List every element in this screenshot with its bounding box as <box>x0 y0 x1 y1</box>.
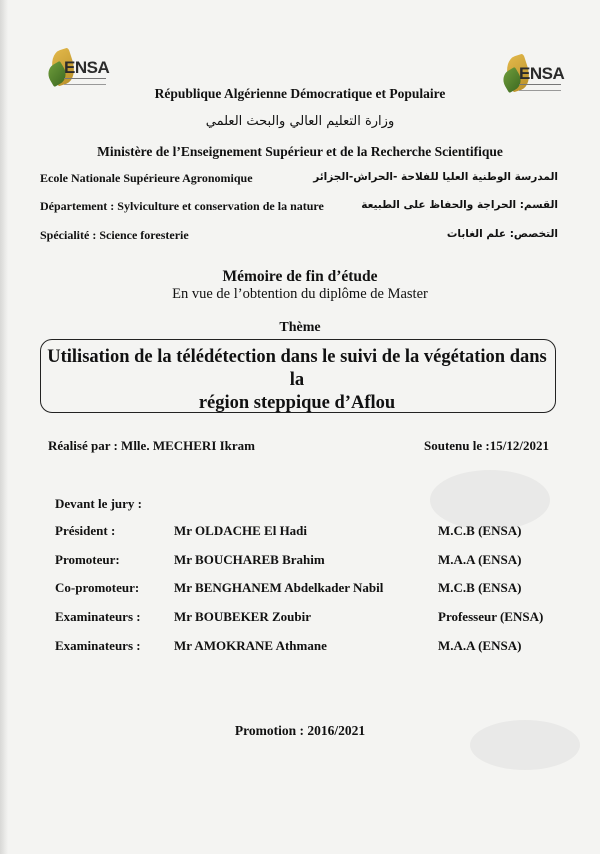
jury-row <box>0 580 600 600</box>
ministry-heading: Ministère de l’Enseignement Supérieur et de la Recherche Scientifique <box>97 144 503 159</box>
jury-grade: Professeur (ENSA) <box>438 609 544 624</box>
jury-role: Président : <box>55 523 116 538</box>
theme-label: Thème <box>279 320 321 335</box>
defense-date: Soutenu le :15/12/2021 <box>424 438 549 453</box>
specialty-fr: Spécialité : Science foresterie <box>40 228 189 242</box>
jury-row <box>0 609 600 629</box>
jury-name: Mr OLDACHE El Hadi <box>174 523 308 538</box>
school-fr: Ecole Nationale Supérieure Agronomique <box>40 171 253 185</box>
logo-text: ENSA <box>519 64 565 83</box>
ministry-arabic: وزارة التعليم العالي والبحث العلمي <box>205 114 395 129</box>
theme-title-line1: Utilisation de la télédétection dans le suivi de la végétation dans la <box>47 347 547 390</box>
jury-name: Mr BOUCHAREB Brahim <box>174 552 325 567</box>
department-ar: القسم: الحراجة والحفاظ على الطبيعة <box>361 199 558 211</box>
theme-title-line2: région steppique d’Aflou <box>198 393 396 413</box>
jury-row <box>0 523 600 543</box>
jury-grade: M.A.A (ENSA) <box>438 638 522 653</box>
jury-name: Mr BOUBEKER Zoubir <box>174 609 312 624</box>
jury-grade: M.C.B (ENSA) <box>438 580 522 595</box>
jury-role: Co-promoteur: <box>55 580 140 595</box>
school-ar: المدرسة الوطنية العليا للفلاحة -الحراش-الجزائر <box>313 171 558 183</box>
jury-grade: M.C.B (ENSA) <box>438 523 522 538</box>
specialty-ar: التخصص: علم الغابات <box>446 228 558 240</box>
theme-title <box>40 346 554 415</box>
scan-smudge <box>430 470 550 530</box>
jury-row <box>0 552 600 572</box>
author-line: Réalisé par : Mlle. MECHERI Ikram <box>48 438 256 453</box>
promotion: Promotion : 2016/2021 <box>234 723 366 738</box>
department-fr: Département : Sylviculture et conservation de la nature <box>40 199 324 213</box>
jury-name: Mr AMOKRANE Athmane <box>174 638 327 653</box>
jury-row <box>0 638 600 658</box>
jury-role: Promoteur: <box>55 552 120 567</box>
jury-role: Examinateurs : <box>55 609 141 624</box>
logo-underline <box>64 78 106 85</box>
memoire-title: Mémoire de fin d’étude <box>222 268 378 285</box>
jury-grade: M.A.A (ENSA) <box>438 552 522 567</box>
jury-name: Mr BENGHANEM Abdelkader Nabil <box>174 580 384 595</box>
jury-label: Devant le jury : <box>55 496 143 511</box>
logo-text: ENSA <box>64 58 110 77</box>
republic-heading: République Algérienne Démocratique et Populaire <box>154 86 446 101</box>
jury-role: Examinateurs : <box>55 638 141 653</box>
memoire-subtitle: En vue de l’obtention du diplôme de Master <box>172 286 428 302</box>
